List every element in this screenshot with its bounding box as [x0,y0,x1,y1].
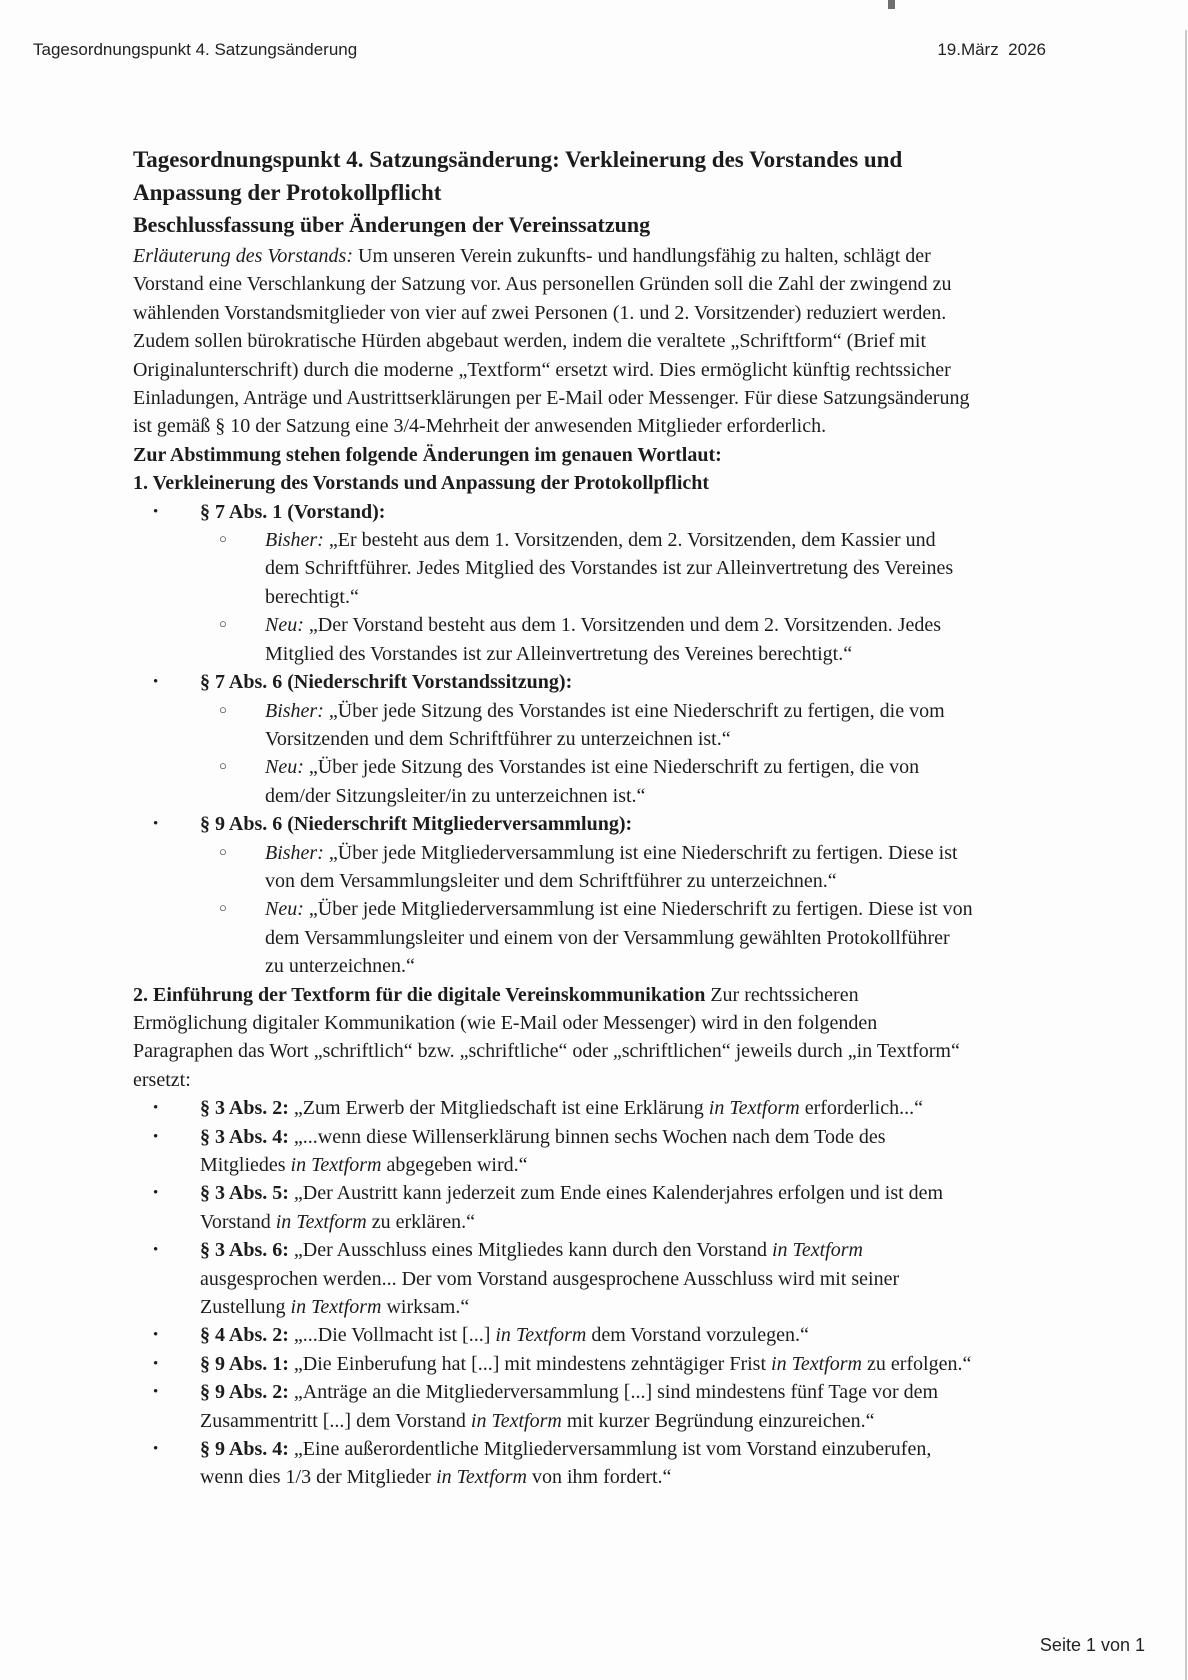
bullet-icon: • [153,1441,159,1458]
list-subitem-text: Neu: „Über jede Sitzung des Vorstandes ist eine Niederschrift zu fertigen, die von dem/der Sitzungsleiter/in zu unterzeichnen ist.“ [265,756,920,807]
list-item [133,1123,973,1180]
bullet-icon: • [153,1100,159,1117]
page-header [33,40,1046,60]
list-subitem-text: Bisher: „Über jede Sitzung des Vorstandes ist eine Niederschrift zu fertigen, die vom Vorsitzenden und dem Schriftführer zu unterzeichnen ist.“ [265,699,945,750]
page-header-topic: Tagesordnungspunkt 4. Satzungsänderung [33,40,358,59]
list-item-label: § 9 Abs. 6 (Niederschrift Mitgliederversammlung): [200,813,633,836]
page-footer [1040,1635,1145,1656]
list-item [133,668,973,696]
bullet-icon: • [153,1327,159,1344]
bullet-icon: • [153,1242,159,1259]
page-header-date: 19.März 2026 [937,40,1046,59]
circle-bullet-icon: ○ [219,616,227,632]
circle-bullet-icon: ○ [219,758,227,774]
list-subitem [133,753,973,810]
list-subitem [133,611,973,668]
list-item-text: § 9 Abs. 2: „Anträge an die Mitgliederversammlung [...] sind mindestens fünf Tage vor dem Zusammentritt [...] dem Vorstand in Textform mit kurzer Begründung einzureichen.“ [200,1381,939,1432]
list-item-text: § 3 Abs. 5: „Der Austritt kann jederzeit zum Ende eines Kalenderjahres erfolgen und ist dem Vorstand in Textform zu erklären.“ [200,1182,944,1233]
intro-paragraph: Erläuterung des Vorstands: Um unseren Verein zukunfts- und handlungsfähig zu halten, schlägt der Vorstand eine Verschlankung der Satzung vor. Aus personellen Gründen soll die Zahl der zwingend zu wählenden Vorstandsmitglieder von vier auf zwei Personen (1. und 2. Vorsitzender) reduziert werden. Zudem sollen bürokratische Hürden abgebaut werden, indem die veraltete „Schriftform“ (Brief mit Originalunterschrift) durch die moderne „Textform“ ersetzt wird. Dies ermöglicht künftig rechtssicher Einladungen, Anträge und Austrittserklärungen per E-Mail oder Messenger. Für diese Satzungsänderung ist gemäß § 10 der Satzung eine 3/4-Mehrheit der anwesenden Mitglieder erforderlich. [133,245,970,438]
section2-heading: 2. Einführung der Textform für die digitale Vereinskommunikation Zur rechtssicheren Ermöglichung digitaler Kommunikation (wie E-Mail oder Messenger) wird in den folgenden Paragraphen das Wort „schriftlich“ bzw. „schriftliche“ oder „schriftlichen“ jeweils durch „in Textform“ ersetzt: [133,983,960,1091]
section1-heading: 1. Verkleinerung des Vorstands und Anpassung der Protokollpflicht [133,472,710,495]
circle-bullet-icon: ○ [219,900,227,916]
list-subitem [133,895,973,980]
bullet-icon: • [153,503,159,520]
list-item-label: § 7 Abs. 1 (Vorstand): [200,500,386,523]
document-title: Tagesordnungspunkt 4. Satzungsänderung: Verkleinerung des Vorstandes und Anpassung der Protokollpflicht [133,147,903,205]
list-item [133,810,973,838]
list-item-text: § 3 Abs. 2: „Zum Erwerb der Mitgliedschaft ist eine Erklärung in Textform erforderlich...“ [200,1097,923,1120]
list-item [133,1321,973,1349]
document-content [133,143,973,1492]
list-item-text: § 9 Abs. 4: „Eine außerordentliche Mitgliederversammlung ist vom Vorstand einzuberufen, wenn dies 1/3 der Mitglieder in Textform von ihm fordert.“ [200,1438,932,1489]
list-item-label: § 7 Abs. 6 (Niederschrift Vorstandssitzung): [200,671,573,694]
scan-artifact-right-edge [1185,30,1187,1680]
list-item-text: § 9 Abs. 1: „Die Einberufung hat [...] mit mindestens zehntägiger Frist in Textform zu erfolgen.“ [200,1352,972,1375]
circle-bullet-icon: ○ [219,701,227,717]
list-item [133,1435,973,1492]
list-item [133,1236,973,1321]
list-item [133,1378,973,1435]
bullet-icon: • [153,1185,159,1202]
list-item [133,498,973,526]
circle-bullet-icon: ○ [219,531,227,547]
list-item-text: § 3 Abs. 4: „...wenn diese Willenserklärung binnen sechs Wochen nach dem Tode des Mitgliedes in Textform abgegeben wird.“ [200,1125,886,1176]
list-item [133,1179,973,1236]
list-subitem-text: Bisher: „Über jede Mitgliederversammlung ist eine Niederschrift zu fertigen. Diese ist von dem Versammlungsleiter und dem Schriftführer zu unterzeichnen.“ [265,841,958,892]
list-subitem [133,697,973,754]
list-subitem-text: Neu: „Der Vorstand besteht aus dem 1. Vorsitzenden und dem 2. Vorsitzenden. Jedes Mitglied des Vorstandes ist zur Alleinvertretung des Vereines berechtigt.“ [265,614,942,665]
bullet-icon: • [153,1355,159,1372]
bullet-icon: • [153,816,159,833]
list-item [133,1350,973,1378]
bullet-icon: • [153,1128,159,1145]
vote-heading: Zur Abstimmung stehen folgende Änderungen im genauen Wortlaut: [133,443,722,466]
list-subitem-text: Bisher: „Er besteht aus dem 1. Vorsitzenden, dem 2. Vorsitzenden, dem Kassier und dem Schriftführer. Jedes Mitglied des Vorstandes ist zur Alleinvertretung des Vereines berechtigt.“ [265,529,954,608]
circle-bullet-icon: ○ [219,843,227,859]
document-subtitle: Beschlussfassung über Änderungen der Vereinssatzung [133,212,651,237]
list-subitem [133,839,973,896]
page-number: Seite 1 von 1 [1039,1635,1145,1655]
list-item [133,1094,973,1122]
list-item-text: § 4 Abs. 2: „...Die Vollmacht ist [...] in Textform dem Vorstand vorzulegen.“ [200,1324,809,1347]
bullet-icon: • [153,674,159,691]
bullet-icon: • [153,1384,159,1401]
list-subitem [133,526,973,611]
list-item-text: § 3 Abs. 6: „Der Ausschluss eines Mitgliedes kann durch den Vorstand in Textform ausgesprochen werden... Der vom Vorstand ausgesprochene Ausschluss wird mit seiner Zustellung in Textform wirksam.“ [200,1239,900,1319]
scan-artifact-tick [888,0,895,9]
list-subitem-text: Neu: „Über jede Mitgliederversammlung ist eine Niederschrift zu fertigen. Diese ist von dem Versammlungsleiter und einem von der Versammlung gewählten Protokollführer zu unterzeichnen.“ [265,898,973,978]
